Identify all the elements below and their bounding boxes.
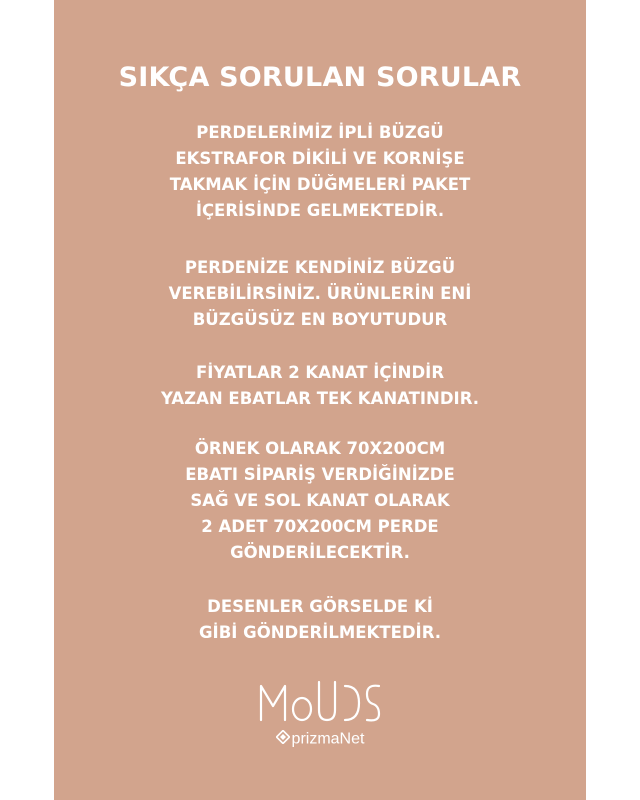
faq-paragraph-4: [54, 436, 586, 566]
faq-line: İÇERİSİNDE GELMEKTEDİR.: [195, 201, 445, 220]
faq-line: EBATI SİPARİŞ VERDİĞİNİZDE: [185, 465, 455, 484]
faq-line: 2 ADET 70X200CM PERDE: [201, 517, 439, 536]
page-title: SIKÇA SORULAN SORULAR: [118, 62, 522, 93]
faq-line: EKSTRAFOR DİKİLİ VE KORNİŞE: [175, 149, 465, 168]
faq-line: PERDELERİMİZ İPLİ BÜZGÜ: [196, 123, 444, 142]
faq-line: TAKMAK İÇİN DÜĞMELERİ PAKET: [169, 175, 471, 194]
faq-line: GÖNDERİLECEKTİR.: [230, 543, 410, 562]
mouds-logo: [54, 676, 586, 766]
faq-line: DESENLER GÖRSELDE Kİ: [207, 597, 433, 616]
faq-line: SAĞ VE SOL KANAT OLARAK: [190, 491, 450, 510]
faq-paragraph-2: [54, 255, 586, 333]
faq-paragraph-1: [54, 120, 586, 224]
faq-line: ÖRNEK OLARAK 70X200CM: [194, 439, 446, 458]
faq-paragraph-5: [54, 594, 586, 646]
prizmanet-brand: [54, 730, 586, 749]
mouds-logo-mark: [255, 676, 385, 726]
faq-line: BÜZGÜSÜZ EN BOYUTUDUR: [192, 310, 448, 329]
faq-paragraph-3: [54, 360, 586, 412]
faq-line: YAZAN EBATLAR TEK KANATINDIR.: [161, 389, 479, 408]
faq-line: PERDENİZE KENDİNİZ BÜZGÜ: [184, 258, 456, 277]
prizma-diamond-icon: [276, 730, 290, 749]
prizmanet-label: prizmaNet: [291, 730, 365, 748]
faq-line: VEREBİLİRSİNİZ. ÜRÜNLERİN ENİ: [168, 284, 472, 303]
faq-panel: [54, 0, 586, 800]
faq-line: FİYATLAR 2 KANAT İÇİNDİR: [195, 363, 445, 382]
faq-line: GİBİ GÖNDERİLMEKTEDİR.: [199, 623, 441, 642]
